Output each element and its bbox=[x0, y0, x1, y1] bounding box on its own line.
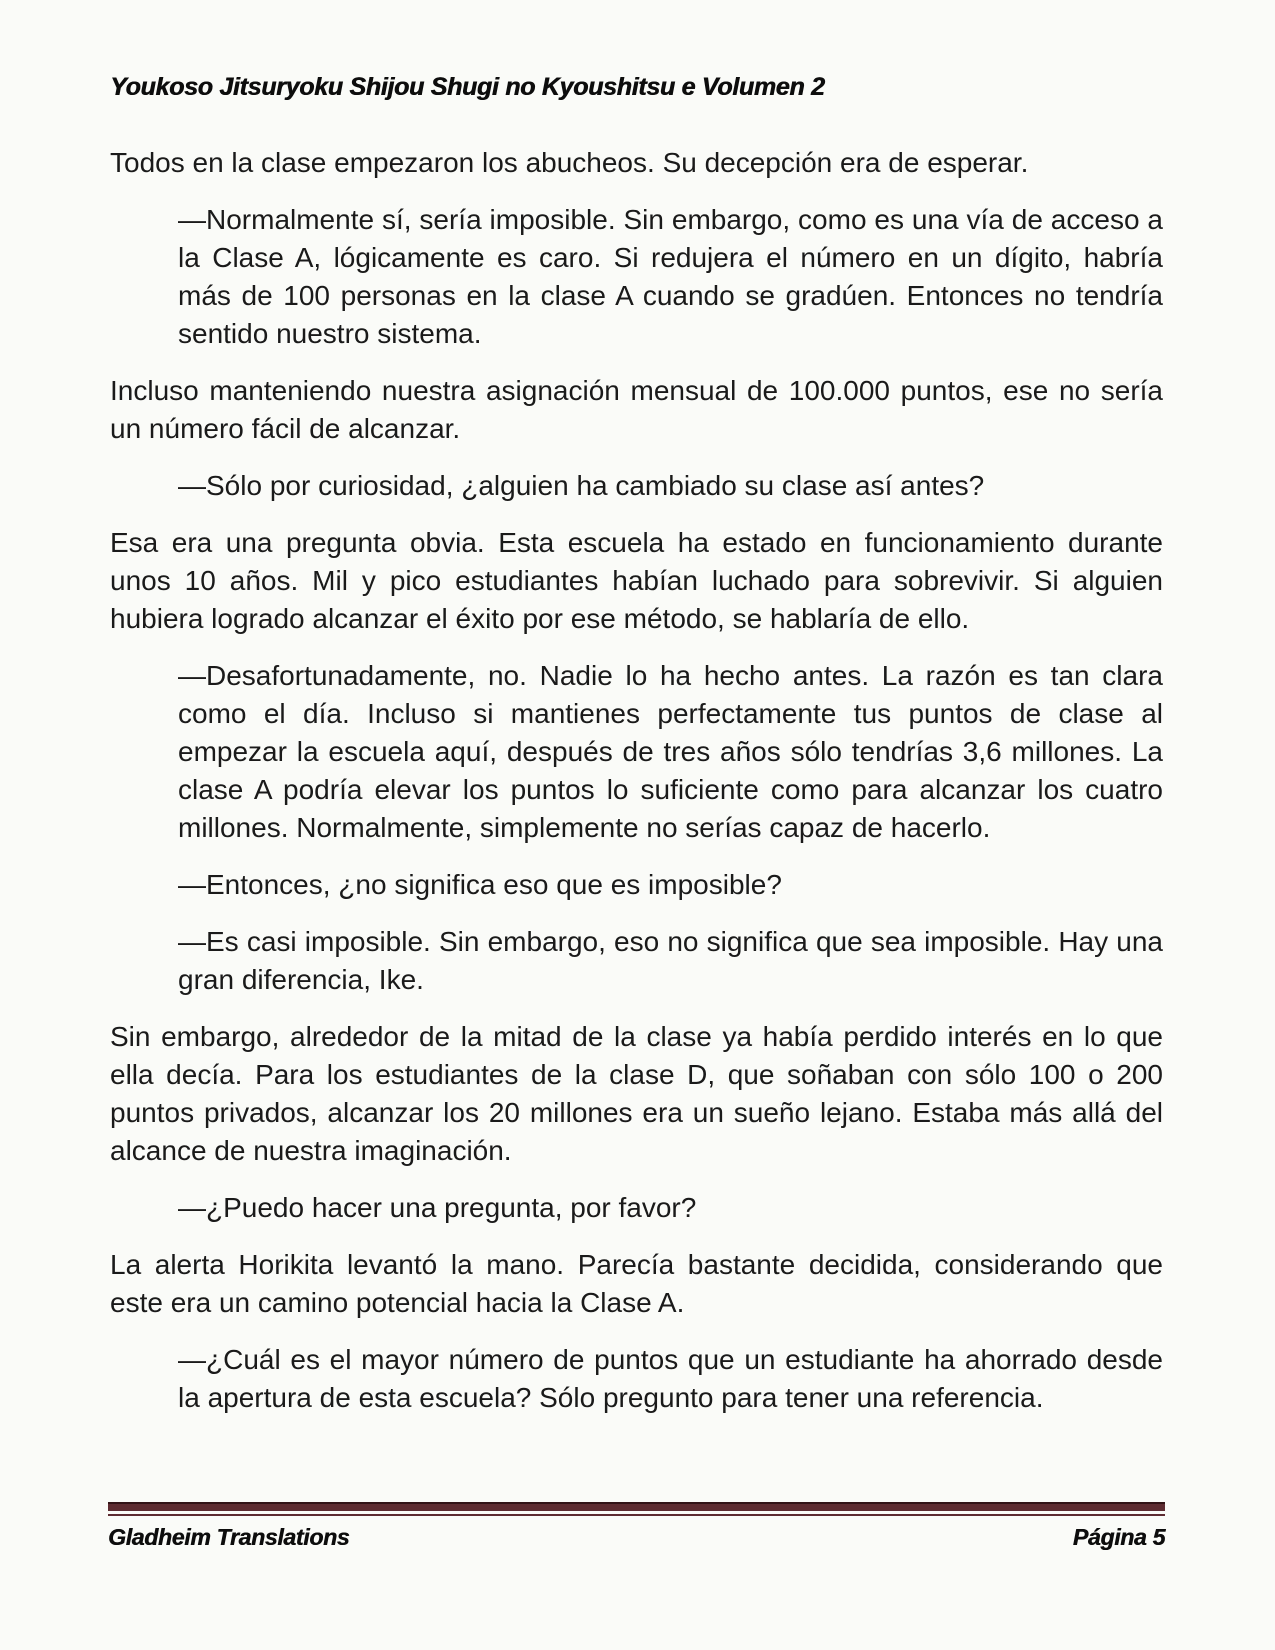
paragraph: Sin embargo, alrededor de la mitad de la clase ya había perdido interés en lo que ella decía. Para los estudiantes de la clase D, que soñaban con sólo 100 o 200 puntos privados, alcanzar los 20 millones era un sueño lejano. Estaba más allá del alcance de nuestra imaginación. bbox=[110, 1021, 1163, 1166]
footer-page-number: Página 5 bbox=[1072, 1524, 1165, 1550]
paragraph: —Sólo por curiosidad, ¿alguien ha cambiado su clase así antes? bbox=[178, 470, 985, 501]
page-footer bbox=[108, 1502, 1165, 1551]
footer-rule-thin bbox=[108, 1514, 1165, 1516]
paragraph: —Entonces, ¿no significa eso que es imposible? bbox=[178, 869, 782, 900]
paragraph: —¿Cuál es el mayor número de puntos que un estudiante ha ahorrado desde la apertura de esta escuela? Sólo pregunto para tener una referencia. bbox=[178, 1344, 1163, 1413]
page-header bbox=[110, 72, 1163, 102]
footer-translator-credit: Gladheim Translations bbox=[108, 1524, 350, 1550]
paragraph: Incluso manteniendo nuestra asignación mensual de 100.000 puntos, ese no sería un número fácil de alcanzar. bbox=[110, 375, 1163, 444]
footer-rule bbox=[108, 1502, 1165, 1516]
document-title: Youkoso Jitsuryoku Shijou Shugi no Kyoushitsu e Volumen 2 bbox=[110, 73, 825, 101]
paragraph: Todos en la clase empezaron los abucheos. Su decepción era de esperar. bbox=[110, 147, 1029, 178]
document-body bbox=[110, 144, 1163, 1417]
paragraph: Esa era una pregunta obvia. Esta escuela ha estado en funcionamiento durante unos 10 años. Mil y pico estudiantes habían luchado para sobrevivir. Si alguien hubiera logrado alcanzar el éxito por ese método, se hablaría de ello. bbox=[110, 527, 1163, 634]
paragraph: La alerta Horikita levantó la mano. Parecía bastante decidida, considerando que este era un camino potencial hacia la Clase A. bbox=[110, 1249, 1163, 1318]
paragraph: —Normalmente sí, sería imposible. Sin embargo, como es una vía de acceso a la Clase A, lógicamente es caro. Si redujera el número en un dígito, habría más de 100 personas en la clase A cuando se gradúen. Entonces no tendría sentido nuestro sistema. bbox=[178, 204, 1163, 349]
paragraph: —Desafortunadamente, no. Nadie lo ha hecho antes. La razón es tan clara como el día. Incluso si mantienes perfectamente tus puntos de clase al empezar la escuela aquí, después de tres años sólo tendrías 3,6 millones. La clase A podría elevar los puntos lo suficiente como para alcanzar los cuatro millones. Normalmente, simplemente no serías capaz de hacerlo. bbox=[178, 660, 1163, 843]
paragraph: —Es casi imposible. Sin embargo, eso no significa que sea imposible. Hay una gran diferencia, Ike. bbox=[178, 926, 1163, 995]
footer-rule-thick bbox=[108, 1502, 1165, 1511]
paragraph: —¿Puedo hacer una pregunta, por favor? bbox=[178, 1192, 697, 1223]
footer-text-row bbox=[108, 1524, 1165, 1551]
